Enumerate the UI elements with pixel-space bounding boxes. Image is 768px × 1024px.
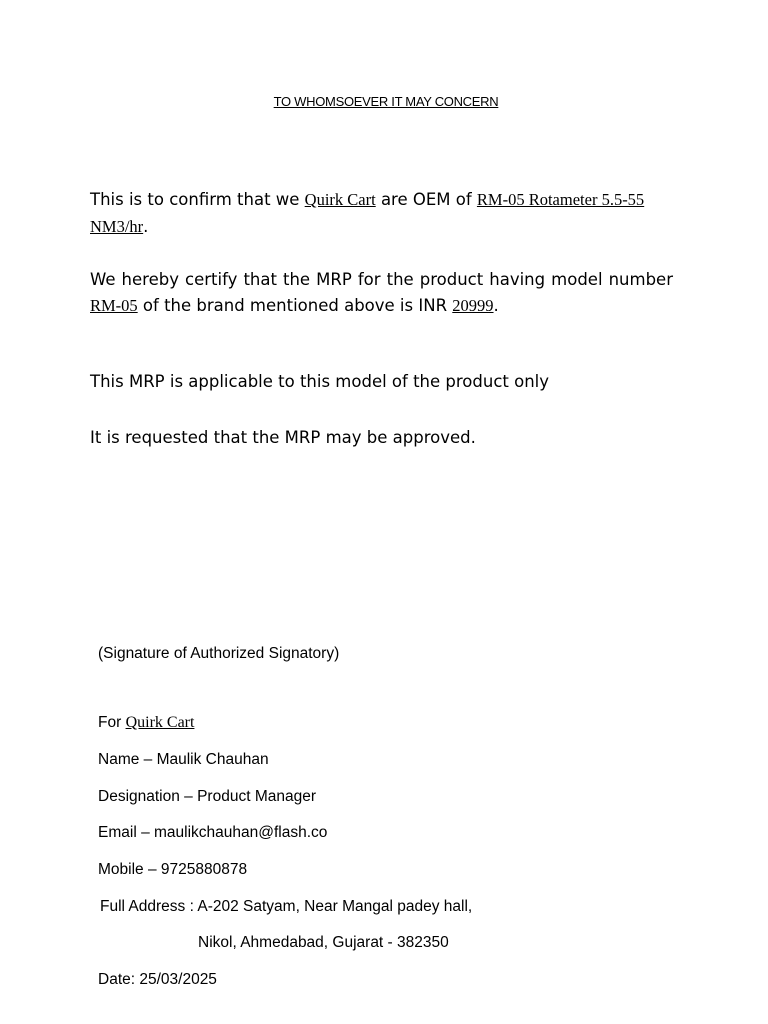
for-company-name: Quirk Cart xyxy=(125,714,195,731)
mrp-value: 20999 xyxy=(452,296,494,315)
signatory-email: Email – maulikchauhan@flash.co xyxy=(98,824,328,841)
address-line-2: Nikol, Ahmedabad, Gujarat - 382350 xyxy=(198,934,449,951)
confirmation-paragraph xyxy=(90,187,673,241)
model-number: RM-05 xyxy=(90,296,138,315)
company-name: Quirk Cart xyxy=(304,190,376,209)
address-line-1: Full Address : A-202 Satyam, Near Mangal padey hall, xyxy=(100,898,473,915)
p1-end: . xyxy=(143,217,149,236)
document-title: TO WHOMSOEVER IT MAY CONCERN xyxy=(273,94,499,109)
request-paragraph: It is requested that the MRP may be approved. xyxy=(90,428,476,447)
certification-paragraph xyxy=(90,270,673,318)
applicability-paragraph: This MRP is applicable to this model of the product only xyxy=(90,372,550,391)
p1-mid: are OEM of xyxy=(375,190,477,209)
for-company-line xyxy=(98,713,194,733)
document-date: Date: 25/03/2025 xyxy=(98,971,217,988)
p2-line1: We hereby certify that the MRP for the product having model number xyxy=(90,270,673,289)
signatory-name: Name – Maulik Chauhan xyxy=(98,751,269,768)
signatory-mobile: Mobile – 9725880878 xyxy=(98,861,248,878)
product-name: RM-05 Rotameter 5.5-55 NM3/hr xyxy=(90,190,645,236)
signature-label: (Signature of Authorized Signatory) xyxy=(98,645,340,662)
for-prefix: For xyxy=(98,714,126,731)
p2-mid: of the brand mentioned above is INR xyxy=(137,296,453,315)
signatory-designation: Designation – Product Manager xyxy=(98,788,316,805)
p2-end: . xyxy=(493,296,499,315)
p1-prefix: This is to confirm that we xyxy=(90,190,305,209)
